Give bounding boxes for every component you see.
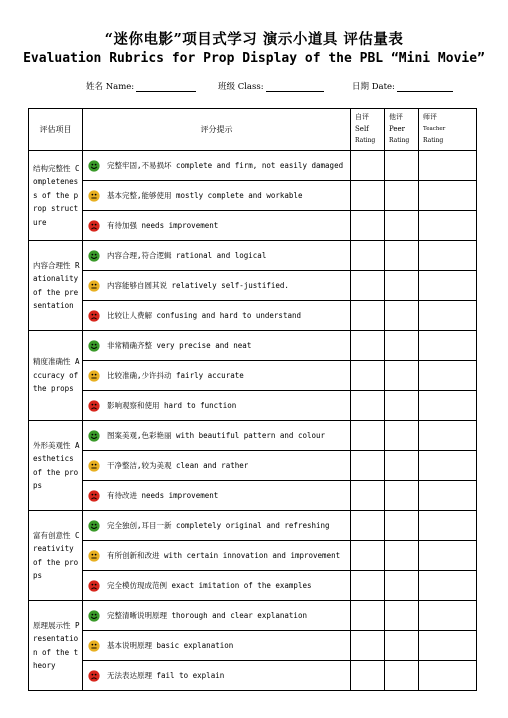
peer-rating-cell[interactable] xyxy=(385,541,419,571)
level-descriptor xyxy=(83,601,351,631)
self-rating-cell[interactable] xyxy=(351,331,385,361)
teacher-rating-cell[interactable] xyxy=(419,601,477,631)
teacher-rating-header-cn: 师评 xyxy=(423,113,437,121)
peer-rating-cell[interactable] xyxy=(385,241,419,271)
neutral-face-icon xyxy=(88,550,100,562)
page-title-chinese: “迷你电影”项目式学习 演示小道具 评估量表 xyxy=(104,31,404,48)
peer-rating-cell[interactable] xyxy=(385,211,419,241)
smiley-face-icon xyxy=(88,340,100,352)
criterion-name: 内容合理性 Rationality of the presentation xyxy=(29,241,83,331)
self-rating-cell[interactable] xyxy=(351,421,385,451)
criterion-name: 精度准确性 Accuracy of the props xyxy=(29,331,83,421)
peer-rating-header-cn: 他评 xyxy=(389,113,403,121)
level-text: 比较让人费解 confusing and hard to understand xyxy=(107,311,302,320)
level-descriptor xyxy=(83,391,351,421)
teacher-rating-cell[interactable] xyxy=(419,211,477,241)
level-descriptor xyxy=(83,631,351,661)
frown-face-icon xyxy=(88,220,100,232)
peer-rating-cell[interactable] xyxy=(385,661,419,691)
teacher-rating-cell[interactable] xyxy=(419,511,477,541)
peer-rating-cell[interactable] xyxy=(385,601,419,631)
level-text: 无法表达原理 fail to explain xyxy=(107,671,225,680)
teacher-rating-cell[interactable] xyxy=(419,361,477,391)
class-label: 班级 Class: xyxy=(218,82,264,92)
table-row xyxy=(29,571,477,601)
table-row xyxy=(29,271,477,301)
table-row xyxy=(29,511,477,541)
teacher-rating-cell[interactable] xyxy=(419,271,477,301)
level-text: 完全独创,耳目一新 completely original and refreshing xyxy=(107,521,330,530)
peer-rating-cell[interactable] xyxy=(385,421,419,451)
peer-rating-cell[interactable] xyxy=(385,361,419,391)
level-text: 内容能够自圆其说 relatively self-justified. xyxy=(107,281,289,290)
date-label: 日期 Date: xyxy=(352,82,395,92)
teacher-rating-cell[interactable] xyxy=(419,331,477,361)
class-blank[interactable] xyxy=(266,81,324,92)
table-row xyxy=(29,331,477,361)
peer-rating-cell[interactable] xyxy=(385,301,419,331)
table-row xyxy=(29,631,477,661)
self-rating-cell[interactable] xyxy=(351,631,385,661)
self-rating-cell[interactable] xyxy=(351,391,385,421)
peer-rating-header-en: Peer xyxy=(389,125,406,133)
teacher-rating-cell[interactable] xyxy=(419,541,477,571)
smiley-face-icon xyxy=(88,520,100,532)
teacher-rating-cell[interactable] xyxy=(419,571,477,601)
level-text: 图案美观,色彩艳丽 with beautiful pattern and colour xyxy=(107,431,326,440)
self-rating-cell[interactable] xyxy=(351,301,385,331)
peer-rating-header xyxy=(385,109,419,151)
level-descriptor xyxy=(83,451,351,481)
smiley-face-icon xyxy=(88,430,100,442)
level-descriptor xyxy=(83,481,351,511)
name-blank[interactable] xyxy=(136,81,196,92)
level-text: 完全模仿现成范例 exact imitation of the examples xyxy=(107,581,312,590)
smiley-face-icon xyxy=(88,160,100,172)
teacher-rating-cell[interactable] xyxy=(419,301,477,331)
level-descriptor xyxy=(83,361,351,391)
teacher-rating-cell[interactable] xyxy=(419,151,477,181)
level-descriptor xyxy=(83,151,351,181)
peer-rating-cell[interactable] xyxy=(385,451,419,481)
teacher-rating-cell[interactable] xyxy=(419,181,477,211)
self-rating-header-en: Self xyxy=(355,125,369,133)
table-row xyxy=(29,541,477,571)
self-rating-cell[interactable] xyxy=(351,541,385,571)
self-rating-cell[interactable] xyxy=(351,571,385,601)
level-text: 有待改进 needs improvement xyxy=(107,491,219,500)
level-text: 完整牢固,不易损坏 complete and firm, not easily damaged xyxy=(107,161,344,170)
criteria-column-header: 评估项目 xyxy=(29,109,83,151)
smiley-face-icon xyxy=(88,250,100,262)
teacher-rating-cell[interactable] xyxy=(419,391,477,421)
table-row xyxy=(29,481,477,511)
page-title-english: Evaluation Rubrics for Prop Display of the PBL “Mini Movie” xyxy=(23,51,485,66)
rubric-body xyxy=(29,151,477,691)
peer-rating-cell[interactable] xyxy=(385,271,419,301)
self-rating-cell[interactable] xyxy=(351,211,385,241)
teacher-rating-cell[interactable] xyxy=(419,631,477,661)
self-rating-cell[interactable] xyxy=(351,451,385,481)
neutral-face-icon xyxy=(88,370,100,382)
peer-rating-cell[interactable] xyxy=(385,511,419,541)
teacher-rating-cell[interactable] xyxy=(419,661,477,691)
level-descriptor xyxy=(83,421,351,451)
table-row xyxy=(29,361,477,391)
level-text: 比较准确,少许抖动 fairly accurate xyxy=(107,371,244,380)
peer-rating-cell[interactable] xyxy=(385,481,419,511)
level-text: 基本说明原理 basic explanation xyxy=(107,641,234,650)
level-text: 非常精确齐整 very precise and neat xyxy=(107,341,252,350)
student-info-row xyxy=(86,80,466,96)
frown-face-icon xyxy=(88,670,100,682)
neutral-face-icon xyxy=(88,460,100,472)
self-rating-cell[interactable] xyxy=(351,601,385,631)
self-rating-header xyxy=(351,109,385,151)
level-text: 完整清晰说明原理 thorough and clear explanation xyxy=(107,611,307,620)
frown-face-icon xyxy=(88,310,100,322)
self-rating-cell[interactable] xyxy=(351,361,385,391)
table-row xyxy=(29,181,477,211)
level-descriptor xyxy=(83,271,351,301)
level-descriptor xyxy=(83,181,351,211)
date-blank[interactable] xyxy=(397,81,453,92)
teacher-rating-header-en: Teacher xyxy=(423,126,446,132)
level-descriptor xyxy=(83,331,351,361)
level-descriptor xyxy=(83,571,351,601)
level-text: 干净整洁,较为美观 clean and rather xyxy=(107,461,249,470)
table-row xyxy=(29,661,477,691)
frown-face-icon xyxy=(88,580,100,592)
teacher-rating-cell[interactable] xyxy=(419,451,477,481)
teacher-rating-cell[interactable] xyxy=(419,481,477,511)
table-row xyxy=(29,421,477,451)
peer-rating-cell[interactable] xyxy=(385,391,419,421)
table-header-row xyxy=(29,109,477,151)
self-rating-cell[interactable] xyxy=(351,241,385,271)
level-text: 影响观察和使用 hard to function xyxy=(107,401,237,410)
table-row xyxy=(29,451,477,481)
self-rating-cell[interactable] xyxy=(351,271,385,301)
level-descriptor xyxy=(83,301,351,331)
name-label: 姓名 Name: xyxy=(86,82,135,92)
peer-rating-cell[interactable] xyxy=(385,631,419,661)
table-row xyxy=(29,151,477,181)
peer-rating-header-rating: Rating xyxy=(389,137,410,144)
class-field[interactable] xyxy=(218,80,324,92)
level-text: 内容合理,符合逻辑 rational and logical xyxy=(107,251,267,260)
table-row xyxy=(29,601,477,631)
self-rating-cell[interactable] xyxy=(351,661,385,691)
criterion-name: 结构完整性 Completeness of the prop structure xyxy=(29,151,83,241)
rubric-table xyxy=(28,108,477,691)
level-descriptor xyxy=(83,661,351,691)
name-field[interactable] xyxy=(86,80,196,92)
teacher-rating-header-rating: Rating xyxy=(423,137,444,144)
level-descriptor xyxy=(83,241,351,271)
peer-rating-cell[interactable] xyxy=(385,331,419,361)
table-row xyxy=(29,391,477,421)
self-rating-cell[interactable] xyxy=(351,511,385,541)
neutral-face-icon xyxy=(88,190,100,202)
peer-rating-cell[interactable] xyxy=(385,571,419,601)
frown-face-icon xyxy=(88,400,100,412)
level-descriptor xyxy=(83,541,351,571)
level-descriptor xyxy=(83,511,351,541)
teacher-rating-cell[interactable] xyxy=(419,241,477,271)
table-row xyxy=(29,241,477,271)
level-text: 有所创新和改进 with certain innovation and improvement xyxy=(107,551,341,560)
level-text: 有待加强 needs improvement xyxy=(107,221,219,230)
peer-rating-cell[interactable] xyxy=(385,181,419,211)
self-rating-cell[interactable] xyxy=(351,481,385,511)
criterion-name: 富有创意性 Creativity of the props xyxy=(29,511,83,601)
teacher-rating-header xyxy=(419,109,477,151)
table-row xyxy=(29,301,477,331)
date-field[interactable] xyxy=(352,80,453,92)
neutral-face-icon xyxy=(88,640,100,652)
level-descriptor xyxy=(83,211,351,241)
self-rating-cell[interactable] xyxy=(351,181,385,211)
criterion-name: 原理展示性 Presentation of the theory xyxy=(29,601,83,691)
self-rating-header-cn: 自评 xyxy=(355,113,369,121)
descriptors-column-header: 评分提示 xyxy=(83,109,351,151)
peer-rating-cell[interactable] xyxy=(385,151,419,181)
criterion-name: 外形美观性 Aesthetics of the props xyxy=(29,421,83,511)
smiley-face-icon xyxy=(88,610,100,622)
table-row xyxy=(29,211,477,241)
neutral-face-icon xyxy=(88,280,100,292)
frown-face-icon xyxy=(88,490,100,502)
self-rating-cell[interactable] xyxy=(351,151,385,181)
self-rating-header-rating: Rating xyxy=(355,137,376,144)
teacher-rating-cell[interactable] xyxy=(419,421,477,451)
level-text: 基本完整,能够使用 mostly complete and workable xyxy=(107,191,303,200)
